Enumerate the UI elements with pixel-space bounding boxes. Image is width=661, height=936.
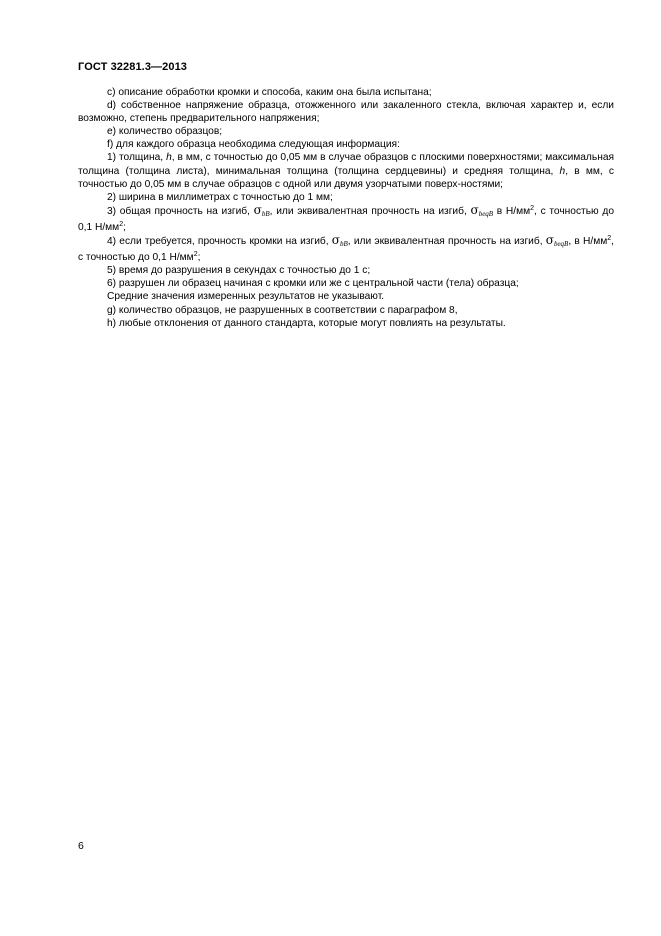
list-item-e: e) количество образцов; [107,126,223,138]
text: , в мм, с точностью до 0,05 мм в случае образцов с одной или двумя узорчатыми поверх-ностями; [78,165,614,190]
text: , в Н/мм [568,236,608,248]
list-item-f1 [78,151,614,190]
subscript: beqB [553,240,569,249]
sigma-symbol: σ [253,202,262,217]
page-number: 6 [78,840,84,852]
document-body [78,86,614,330]
sigma-symbol: σ [331,233,340,248]
subscript: bB [261,209,270,218]
list-item-d: d) собственное напряжение образца, отожженного или закаленного стекла, включая характер и, если возможно, степень предварительного напряжения; [78,100,614,125]
superscript: 2 [607,235,612,243]
text: в Н/мм [493,205,531,217]
list-item-h: h) любые отклонения от данного стандарта, которые могут повлиять на результаты. [107,317,506,329]
superscript: 2 [119,220,124,228]
list-item-c: c) описание обработки кромки и способа, каким она была испытана; [107,87,432,98]
text: 4) если требуется, прочность кромки на изгиб, [107,236,332,248]
note: Средние значения измеренных результатов не указывают. [107,291,385,303]
superscript: 2 [530,204,535,212]
text: 1) толщина, [107,152,167,164]
list-item-f: f) для каждого образца необходима следующая информация: [107,139,400,151]
list-item-f2: 2) ширина в миллиметрах с точностью до 1 мм; [107,191,333,203]
list-item-f6: 6) разрушен ли образец начиная с кромки или же с центральной части (тела) образца; [107,278,519,290]
text: , с точностью до 0,1 Н/мм [78,236,614,264]
document-header: ГОСТ 32281.3—2013 [78,61,188,73]
subscript: beqB [478,209,494,218]
text: ; [197,252,201,264]
list-item-g: g) количество образцов, не разрушенных в соответствии с параграфом 8, [107,304,458,316]
subscript: bB [340,240,348,249]
text: , в мм, с точностью до 0,05 мм в случае образцов с плоскими поверхностями; максимальная толщина (толщина листа), минимальная толщина (толщина сердцевины) и средняя толщина, [78,152,614,177]
text: ; [123,221,126,233]
superscript: 2 [193,251,198,259]
thickness-symbol: h [559,165,566,177]
list-item-f4 [78,234,614,264]
list-item-f3 [78,204,614,234]
list-item-f5: 5) время до разрушения в секундах с точностью до 1 с; [107,265,371,277]
thickness-symbol: h [166,152,172,164]
text: , с точностью до 0,1 Н/мм [78,205,614,233]
text: , или эквивалентная прочность на изгиб, [347,236,546,248]
sigma-symbol: σ [545,233,554,248]
text: 3) общая прочность на изгиб, [107,205,254,217]
sigma-symbol: σ [470,202,479,217]
text: , или эквивалентная прочность на изгиб, [269,205,471,217]
